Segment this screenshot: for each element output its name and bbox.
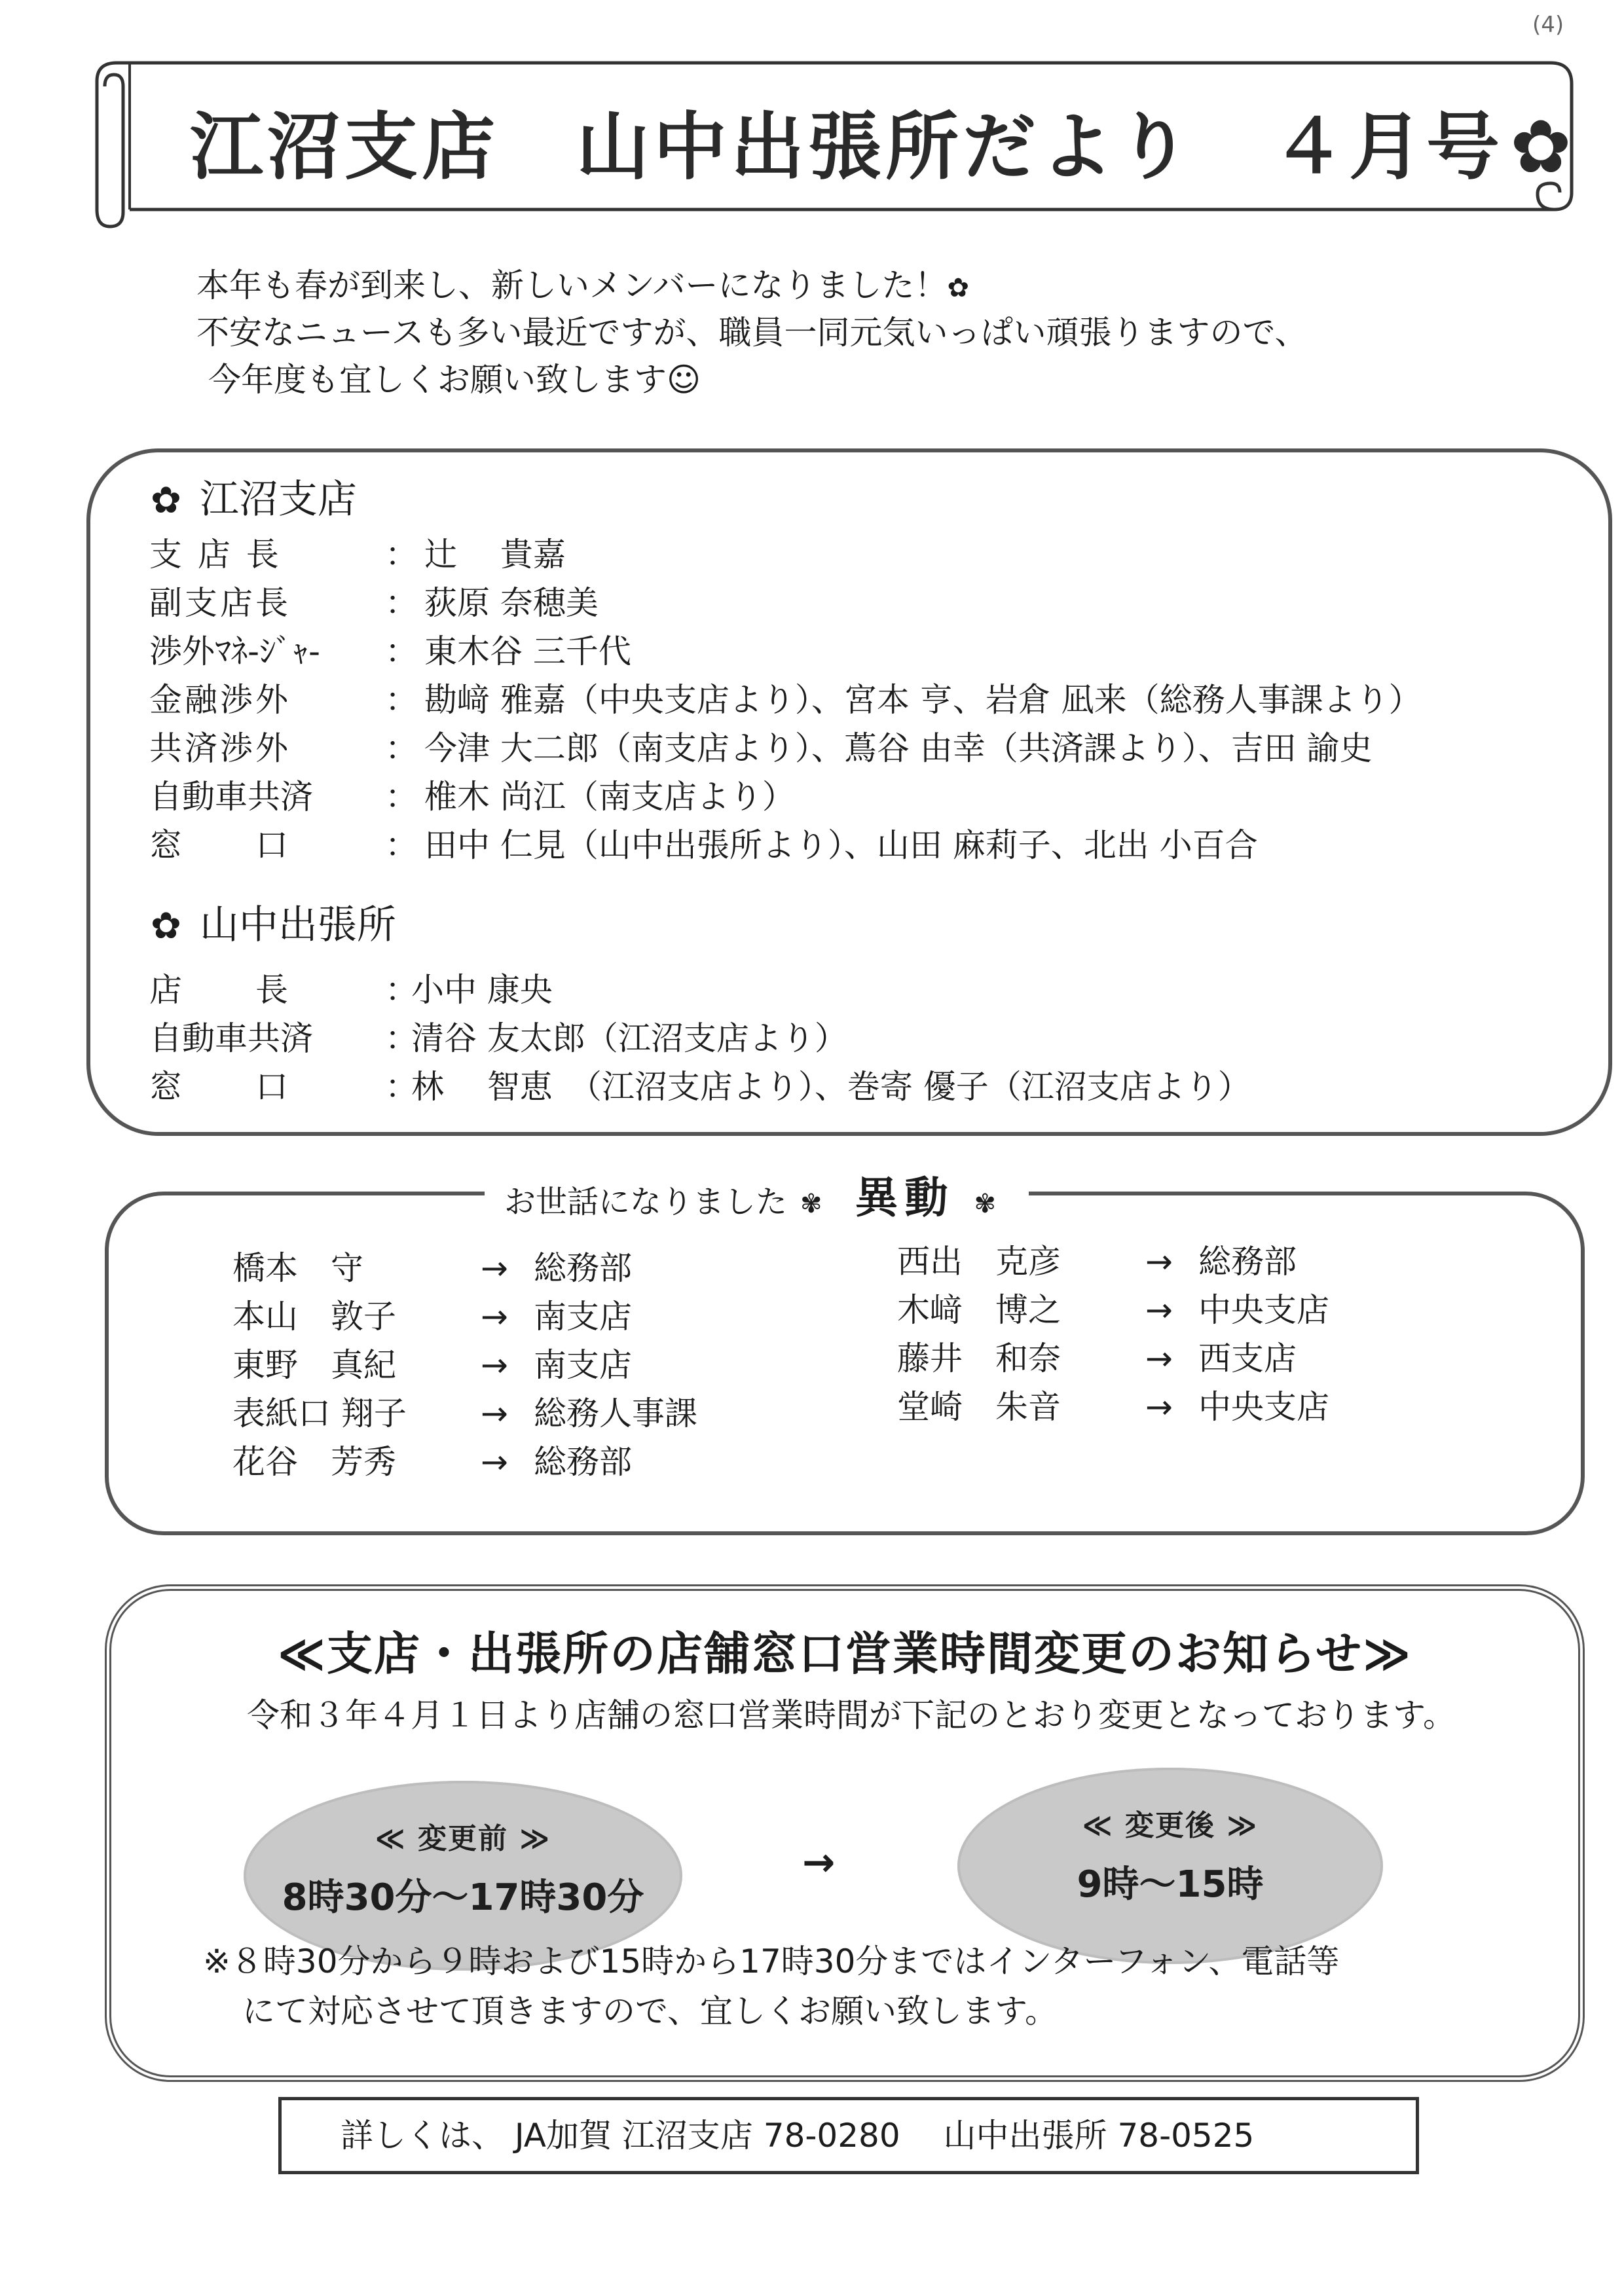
transfer-row	[232, 1341, 697, 1389]
staff-role: 窓 口	[149, 1068, 291, 1106]
colon: ：	[385, 826, 418, 864]
arrow-right-icon: →	[1145, 1243, 1173, 1281]
staff-names: 椎木 尚江（南支店より）	[424, 778, 795, 816]
notice-title: ≪支店・出張所の店舗窓口営業時間変更のお知らせ≫	[277, 1627, 1412, 1681]
transfer-dest: 南支店	[534, 1298, 632, 1336]
before-label: ≪ 変更前 ≫	[375, 1822, 551, 1855]
colon: ：	[385, 632, 418, 670]
intro-line-2: 不安なニュースも多い最近ですが、職員一同元気いっぱい頑張りますので、	[196, 314, 1308, 352]
smiley-icon: ☺	[667, 361, 701, 399]
after-time: 9時～15時	[1077, 1863, 1264, 1906]
transfer-dest: 西支店	[1198, 1339, 1297, 1377]
enuma-staff-list	[149, 530, 1422, 869]
transfer-row	[897, 1334, 1329, 1383]
staff-names: 清谷 友太郎（江沼支店より）	[411, 1019, 847, 1057]
tulip-icon: ✾	[974, 1189, 997, 1219]
yamanaka-staff-list	[149, 966, 1251, 1111]
staff-row	[149, 1063, 1251, 1111]
transfer-name: 東野 真紀	[232, 1346, 396, 1384]
transfer-name: 西出 克彦	[897, 1243, 1061, 1281]
after-hours-oval	[957, 1768, 1383, 1964]
newsletter-title-text: 江沼支店 山中出張所だより ４月号	[190, 105, 1504, 190]
transfers-lead: お世話になりました	[504, 1184, 788, 1220]
transfer-name: 堂崎 朱音	[897, 1388, 1061, 1426]
staff-role: 店 長	[149, 971, 291, 1009]
transfer-dest: 南支店	[534, 1346, 632, 1384]
staff-role: 渉外ﾏﾈ-ｼﾞｬ-	[149, 632, 321, 670]
staff-row	[149, 773, 1422, 821]
arrow-right-icon: →	[481, 1346, 508, 1384]
staff-names: 勘﨑 雅嘉（中央支店より）、宮本 亨、岩倉 凪来（総務人事課より）	[424, 681, 1422, 719]
staff-row	[149, 676, 1422, 724]
staff-role: 窓 口	[149, 826, 291, 864]
arrow-right-icon: →	[1145, 1339, 1173, 1377]
section-enuma-title	[151, 468, 357, 524]
transfer-row	[232, 1438, 697, 1486]
transfer-dest: 中央支店	[1198, 1388, 1329, 1426]
staff-names: 辻 貴嘉	[424, 536, 566, 574]
colon: ：	[385, 971, 418, 1009]
arrow-right-icon: →	[481, 1443, 508, 1481]
colon: ：	[385, 536, 418, 574]
after-label: ≪ 変更後 ≫	[1082, 1809, 1259, 1842]
flower-icon: ✿	[151, 479, 181, 522]
transfer-name: 藤井 和奈	[897, 1339, 1061, 1377]
transfer-name: 橋本 守	[232, 1249, 363, 1287]
notice-text: 令和３年４月１日より店舗の窓口営業時間が下記のとおり変更となっております。	[247, 1696, 1456, 1734]
intro-text-1: 本年も春が到来し、新しいメンバーになりました！	[196, 266, 948, 304]
transfers-heading	[485, 1172, 1029, 1230]
staff-role: 副支店長	[149, 584, 291, 622]
transfers-title: 異動	[855, 1173, 955, 1223]
transfer-row	[897, 1383, 1329, 1431]
colon: ：	[385, 681, 418, 719]
transfer-name: 花谷 芳秀	[232, 1443, 396, 1481]
transfer-row	[897, 1286, 1329, 1334]
contact-box: 詳しくは、 JA加賀 江沼支店 78-0280 山中出張所 78-0525	[278, 2097, 1419, 2174]
colon: ：	[385, 1068, 418, 1106]
staff-row	[149, 530, 1422, 579]
section-enuma-label: 江沼支店	[199, 477, 357, 522]
colon: ：	[385, 584, 418, 622]
transfer-row	[897, 1237, 1329, 1286]
transfer-row	[232, 1389, 697, 1438]
transfer-dest: 総務部	[534, 1443, 632, 1481]
transfer-name: 木﨑 博之	[897, 1291, 1061, 1329]
newsletter-title	[190, 98, 1576, 196]
staff-role: 自動車共済	[149, 778, 313, 816]
staff-row	[149, 1014, 1251, 1063]
transfer-dest: 中央支店	[1198, 1291, 1329, 1329]
arrow-right-icon: →	[481, 1298, 508, 1336]
staff-role: 共済渉外	[149, 729, 291, 767]
arrow-right-icon: →	[481, 1394, 508, 1432]
transfer-row	[232, 1244, 697, 1292]
arrow-right-icon: →	[802, 1840, 836, 1886]
transfers-right-list	[897, 1237, 1329, 1431]
staff-names: 今津 大二郎（南支店より）、蔦谷 由幸（共済課より）、吉田 諭史	[424, 729, 1373, 767]
staff-row	[149, 966, 1251, 1014]
staff-row	[149, 579, 1422, 627]
staff-role: 金融渉外	[149, 681, 291, 719]
staff-names: 東木谷 三千代	[424, 632, 631, 670]
intro-text-3: 今年度も宜しくお願い致します	[208, 361, 667, 399]
transfer-name: 表紙口 翔子	[232, 1394, 407, 1432]
staff-role: 自動車共済	[149, 1019, 313, 1057]
staff-names: 小中 康央	[411, 971, 553, 1009]
flower-icon: ✿	[1510, 105, 1576, 190]
colon: ：	[385, 729, 418, 767]
notice-note-1: ※８時30分から９時および15時から17時30分まではインターフォン、電話等	[203, 1942, 1340, 1980]
transfers-left-list	[232, 1244, 697, 1486]
staff-names: 荻原 奈穂美	[424, 584, 599, 622]
transfer-dest: 総務部	[534, 1249, 632, 1287]
staff-names: 林 智恵 （江沼支店より）、巻寄 優子（江沼支店より）	[411, 1068, 1251, 1106]
staff-row	[149, 724, 1422, 773]
tulip-icon: ✾	[800, 1189, 822, 1219]
staff-names: 田中 仁見（山中出張所より）、山田 麻莉子、北出 小百合	[424, 826, 1258, 864]
arrow-right-icon: →	[481, 1249, 508, 1287]
page-number: (4)	[1532, 12, 1564, 38]
staff-row	[149, 627, 1422, 676]
transfer-dest: 総務部	[1198, 1243, 1297, 1281]
arrow-right-icon: →	[1145, 1388, 1173, 1426]
intro-line-3	[208, 356, 701, 403]
transfer-row	[232, 1292, 697, 1341]
intro-line-1	[196, 262, 969, 312]
notice-note-2: にて対応させて頂きますので、宜しくお願い致します。	[242, 1992, 1058, 2030]
transfer-name: 本山 敦子	[232, 1298, 396, 1336]
colon: ：	[385, 778, 418, 816]
staff-row	[149, 821, 1422, 869]
arrow-right-icon: →	[1145, 1291, 1173, 1329]
staff-role: 支 店 長	[149, 536, 282, 574]
colon: ：	[385, 1019, 418, 1057]
transfer-dest: 総務人事課	[534, 1394, 697, 1432]
before-time: 8時30分～17時30分	[282, 1876, 644, 1919]
flower-icon: ✿	[151, 905, 181, 947]
flower-icon: ✿	[947, 273, 970, 303]
section-yamanaka-title	[151, 894, 396, 950]
section-yamanaka-label: 山中出張所	[199, 902, 396, 948]
